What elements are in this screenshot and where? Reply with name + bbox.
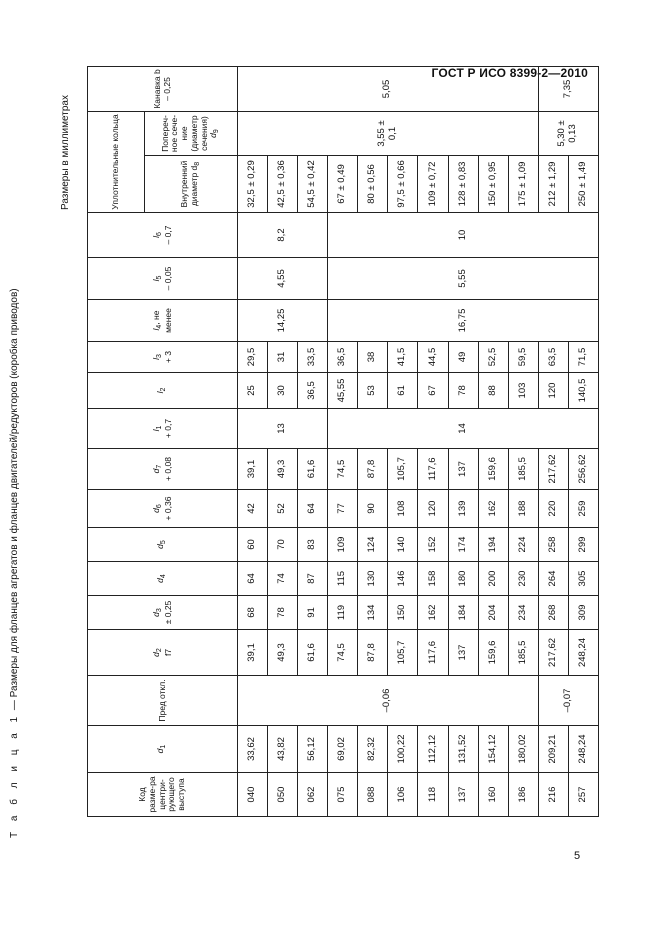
- cell-d7: 74,5: [328, 449, 358, 490]
- cell-l3: 52,5: [478, 342, 508, 373]
- cell-d5: 124: [358, 528, 388, 562]
- cell-d3: 309: [568, 596, 598, 630]
- cell-d4: 74: [268, 562, 298, 596]
- header-groove: Канавка b – 0,25: [88, 66, 238, 111]
- table-caption: [9, 288, 20, 838]
- cell-d5: 70: [268, 528, 298, 562]
- cell-l2: 45,55: [328, 373, 358, 409]
- cell-d6: 220: [538, 490, 568, 528]
- cell-code: 257: [568, 773, 598, 817]
- cell-d3: 134: [358, 596, 388, 630]
- table-header-row: [88, 66, 145, 816]
- cell-l2: 61: [388, 373, 418, 409]
- cell-d3: 268: [538, 596, 568, 630]
- cell-d1: 209,21: [538, 726, 568, 773]
- cell-d7: 117,6: [418, 449, 448, 490]
- cell-code: 106: [388, 773, 418, 817]
- cell-d4: 158: [418, 562, 448, 596]
- cell-groove-a: 5,05: [238, 66, 539, 111]
- cell-d9-a: 3,55 ± 0,1: [238, 111, 539, 155]
- header-inner-diameter: Внутренний диаметр $d_8$: [145, 156, 238, 213]
- header-l6: $l_6$ – 0,7: [88, 213, 238, 258]
- cell-l2: 25: [238, 373, 268, 409]
- cell-l3: 59,5: [508, 342, 538, 373]
- cell-d2: 217,62: [538, 630, 568, 676]
- cell-d8: 80 ± 0,56: [358, 156, 388, 213]
- cell-d8: 250 ± 1,49: [568, 156, 598, 213]
- cell-d5: 174: [448, 528, 478, 562]
- cell-l3: 31: [268, 342, 298, 373]
- cell-d4: 130: [358, 562, 388, 596]
- cell-d1: 248,24: [568, 726, 598, 773]
- cell-d6: 139: [448, 490, 478, 528]
- cell-d3: 119: [328, 596, 358, 630]
- cell-d5: 224: [508, 528, 538, 562]
- cell-code: 186: [508, 773, 538, 817]
- cell-l6-b: 10: [328, 213, 599, 258]
- cell-l3: 63,5: [538, 342, 568, 373]
- header-d5: $d_5$: [88, 528, 238, 562]
- cell-l3: 29,5: [238, 342, 268, 373]
- cell-d5: 83: [298, 528, 328, 562]
- cell-d4: 305: [568, 562, 598, 596]
- cell-code: 062: [298, 773, 328, 817]
- cell-code: 088: [358, 773, 388, 817]
- cell-d1: 154,12: [478, 726, 508, 773]
- header-d2: $d_2$ f7: [88, 630, 238, 676]
- header-d3: $d_3$ ± 0,25: [88, 596, 238, 630]
- cell-l2: 88: [478, 373, 508, 409]
- cell-deviation-b: –0,07: [538, 676, 598, 726]
- header-cross-section: Попереч-ное сече-ние (диаметр сечения) $d_9$: [145, 111, 238, 155]
- cell-d6: 259: [568, 490, 598, 528]
- cell-d8: 150 ± 0,95: [478, 156, 508, 213]
- cell-code: 075: [328, 773, 358, 817]
- cell-d2: 49,3: [268, 630, 298, 676]
- cell-d7: 185,5: [508, 449, 538, 490]
- cell-code: 050: [268, 773, 298, 817]
- cell-d5: 152: [418, 528, 448, 562]
- header-l1: $l_1$ + 0,7: [88, 409, 238, 449]
- cell-d1: 82,32: [358, 726, 388, 773]
- cell-d8: 128 ± 0,83: [448, 156, 478, 213]
- cell-deviation-a: –0,06: [238, 676, 539, 726]
- cell-d1: 33,62: [238, 726, 268, 773]
- units-note: Размеры в миллиметрах: [60, 95, 71, 210]
- cell-d7: 105,7: [388, 449, 418, 490]
- cell-d8: 67 ± 0,49: [328, 156, 358, 213]
- cell-l5-b: 5,55: [328, 258, 599, 300]
- cell-l6-a: 8,2: [238, 213, 328, 258]
- table-caption-label: Т а б л и ц а 1: [9, 712, 20, 838]
- cell-d2: 39,1: [238, 630, 268, 676]
- cell-l1-b: 14: [328, 409, 599, 449]
- cell-d2: 159,6: [478, 630, 508, 676]
- header-d1: $d_1$: [88, 726, 238, 773]
- cell-d7: 61,6: [298, 449, 328, 490]
- cell-d6: 77: [328, 490, 358, 528]
- cell-d3: 234: [508, 596, 538, 630]
- cell-d1: 69,02: [328, 726, 358, 773]
- cell-l2: 53: [358, 373, 388, 409]
- cell-d3: 162: [418, 596, 448, 630]
- cell-d2: 117,6: [418, 630, 448, 676]
- document-header: ГОСТ Р ИСО 8399-2—2010: [431, 66, 588, 80]
- cell-l1-a: 13: [238, 409, 328, 449]
- cell-d2: 61,6: [298, 630, 328, 676]
- cell-d4: 180: [448, 562, 478, 596]
- cell-d7: 49,3: [268, 449, 298, 490]
- cell-d6: 120: [418, 490, 448, 528]
- cell-d7: 87,8: [358, 449, 388, 490]
- cell-l3: 44,5: [418, 342, 448, 373]
- header-l3: $l_3$ + 3: [88, 342, 238, 373]
- cell-d2: 137: [448, 630, 478, 676]
- cell-l2: 120: [538, 373, 568, 409]
- cell-d8: 32,5 ± 0,29: [238, 156, 268, 213]
- header-l5: $l_5$ – 0,05: [88, 258, 238, 300]
- cell-d5: 140: [388, 528, 418, 562]
- cell-l3: 41,5: [388, 342, 418, 373]
- cell-d5: 194: [478, 528, 508, 562]
- header-seal-group: Уплотнительные кольца: [88, 111, 145, 212]
- cell-d3: 91: [298, 596, 328, 630]
- cell-d4: 146: [388, 562, 418, 596]
- cell-d1: 112,12: [418, 726, 448, 773]
- cell-d7: 256,62: [568, 449, 598, 490]
- cell-d8: 54,5 ± 0,42: [298, 156, 328, 213]
- cell-d2: 248,24: [568, 630, 598, 676]
- cell-d1: 43,82: [268, 726, 298, 773]
- cell-d5: 299: [568, 528, 598, 562]
- header-d4: $d_4$: [88, 562, 238, 596]
- cell-d2: 74,5: [328, 630, 358, 676]
- cell-d9-b: 5,30 ± 0,13: [538, 111, 598, 155]
- cell-d5: 258: [538, 528, 568, 562]
- cell-d5: 60: [238, 528, 268, 562]
- cell-l2: 36,5: [298, 373, 328, 409]
- cell-code: 040: [238, 773, 268, 817]
- header-deviation: Пред откл.: [88, 676, 238, 726]
- cell-d3: 68: [238, 596, 268, 630]
- header-l4: $l_4$, не менее: [88, 300, 238, 342]
- cell-l2: 30: [268, 373, 298, 409]
- header-l2: $l_2$: [88, 373, 238, 409]
- table-caption-text: — Размеры для фланцев агрегатов и фланцев двигателей/редукторов (коробка приводов): [9, 288, 20, 713]
- cell-d5: 109: [328, 528, 358, 562]
- cell-d4: 87: [298, 562, 328, 596]
- cell-code: 137: [448, 773, 478, 817]
- cell-d3: 78: [268, 596, 298, 630]
- cell-d6: 90: [358, 490, 388, 528]
- page-number: 5: [574, 850, 581, 862]
- cell-d6: 64: [298, 490, 328, 528]
- cell-d6: 162: [478, 490, 508, 528]
- cell-l5-a: 4,55: [238, 258, 328, 300]
- cell-d7: 159,6: [478, 449, 508, 490]
- header-code: Код разме-ра центри-рующего выступа: [88, 773, 238, 817]
- cell-d3: 150: [388, 596, 418, 630]
- cell-l3: 49: [448, 342, 478, 373]
- cell-d4: 64: [238, 562, 268, 596]
- cell-d8: 109 ± 0,72: [418, 156, 448, 213]
- cell-l2: 67: [418, 373, 448, 409]
- cell-d2: 87,8: [358, 630, 388, 676]
- cell-d7: 137: [448, 449, 478, 490]
- header-d6: $d_6$ + 0,36: [88, 490, 238, 528]
- cell-d4: 230: [508, 562, 538, 596]
- cell-d6: 188: [508, 490, 538, 528]
- cell-d4: 200: [478, 562, 508, 596]
- cell-l3: 36,5: [328, 342, 358, 373]
- table-body: [238, 66, 599, 816]
- cell-d8: 97,5 ± 0,66: [388, 156, 418, 213]
- cell-code: 118: [418, 773, 448, 817]
- cell-d1: 131,52: [448, 726, 478, 773]
- cell-d1: 100,22: [388, 726, 418, 773]
- cell-d4: 115: [328, 562, 358, 596]
- cell-d4: 264: [538, 562, 568, 596]
- cell-d8: 212 ± 1,29: [538, 156, 568, 213]
- cell-d2: 105,7: [388, 630, 418, 676]
- cell-d6: 52: [268, 490, 298, 528]
- cell-d2: 185,5: [508, 630, 538, 676]
- cell-code: 160: [478, 773, 508, 817]
- table-row: [238, 66, 268, 816]
- cell-l2: 140,5: [568, 373, 598, 409]
- cell-d8: 175 ± 1,09: [508, 156, 538, 213]
- cell-code: 216: [538, 773, 568, 817]
- cell-l4-a: 14,25: [238, 300, 328, 342]
- cell-l4-b: 16,75: [328, 300, 599, 342]
- cell-groove-b: 7,35: [538, 66, 598, 111]
- cell-l3: 71,5: [568, 342, 598, 373]
- cell-d7: 39,1: [238, 449, 268, 490]
- cell-d1: 56,12: [298, 726, 328, 773]
- cell-l2: 103: [508, 373, 538, 409]
- cell-d6: 108: [388, 490, 418, 528]
- cell-l3: 33,5: [298, 342, 328, 373]
- cell-d3: 204: [478, 596, 508, 630]
- cell-l2: 78: [448, 373, 478, 409]
- cell-d1: 180,02: [508, 726, 538, 773]
- dimensions-table: [87, 66, 599, 817]
- cell-d3: 184: [448, 596, 478, 630]
- cell-d8: 42,5 ± 0,36: [268, 156, 298, 213]
- header-d7: $d_7$ + 0,08: [88, 449, 238, 490]
- cell-l3: 38: [358, 342, 388, 373]
- cell-d6: 42: [238, 490, 268, 528]
- cell-d7: 217,62: [538, 449, 568, 490]
